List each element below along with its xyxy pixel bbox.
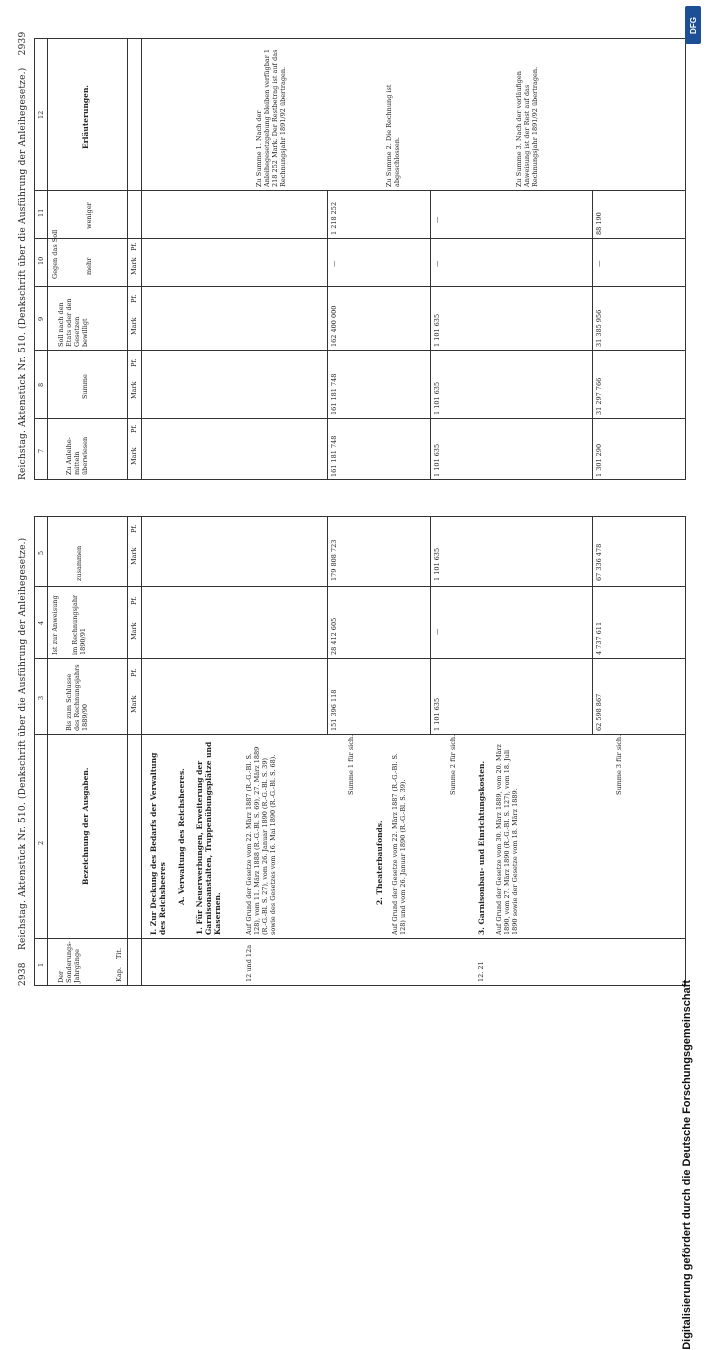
row-value-col4: 4 737 611 [595, 621, 603, 655]
row-summe: Summe 3 für sich. [615, 734, 623, 795]
row-value-col3: 62 598 867 [595, 693, 603, 731]
col-number-1: 1 [37, 962, 45, 967]
row-text: Auf Grund der Gesetze vom 30. März 1889, vom 20. März 1890, vom 27. März 1890 (R.-G.-Bl. S. 127), vom 18. Juli 1890 sowie der Gesetze vom 18. März 1889. [495, 744, 519, 935]
col-number-5: 5 [37, 550, 45, 555]
right-page-number: 2939 [18, 31, 28, 56]
right-table [34, 38, 686, 480]
row-value-col8: 1 101 635 [433, 381, 441, 415]
unit-pf: Pf. [130, 242, 138, 251]
row-note: Zu Summe 2. Die Rechnung ist abgeschlossen. [385, 84, 401, 187]
col-header-weniger: weniger [85, 202, 93, 229]
row-section-title: 2. Theaterbaufonds. [375, 820, 384, 905]
col-header-ist-zur-anweisung: Ist zur Anweisung [51, 595, 59, 655]
col-number-9: 9 [37, 316, 45, 321]
unit-pf: Pf. [130, 668, 138, 677]
row-kap: 12 und 12a [245, 944, 253, 982]
row-summe: Summe 2 für sich. [449, 734, 457, 795]
col-header-zusammen: zusammen [75, 545, 83, 581]
col-number-12: 12 [37, 110, 45, 119]
col-header-summe: Summe [81, 374, 89, 399]
row-note: Zu Summe 1. Nach der Anleihegesetzgebung bleiben verfügbar 1 218 252 Mark. Der Restbetrag ist auf das Rechnungsjahr 1891/92 übertragen. [255, 48, 287, 187]
unit-pf: Pf. [130, 358, 138, 367]
unit-pf: Pf. [130, 424, 138, 433]
col-number-3: 3 [37, 695, 45, 700]
row-value-col4: — [433, 628, 441, 635]
col-header-erlaeuterungen: Erläuterungen. [81, 84, 90, 149]
row-value-col11: 88 190 [595, 212, 603, 235]
col-number-8: 8 [37, 382, 45, 387]
col-header-ueberwiesen: Zu Anleihe- mitteln überwiesen [65, 436, 89, 475]
row-value-col4: 28 412 605 [330, 617, 338, 655]
row-heading: I. Zur Deckung des Bedarfs der Verwaltung des Reichsheeres [149, 752, 167, 935]
row-value-col7: 1 301 290 [595, 443, 603, 477]
unit-mark: Mark [130, 547, 138, 565]
row-text: Auf Grund der Gesetze vom 22. März 1887 (R.-G.-Bl. S. 128), vom 11. März 1888 (R.-G.-Bl. S. 69), 27. März 1889 (R.-G.-Bl. S. 27), vom 26. Januar 1890 (R.-G.-Bl. S. 39) sowie des Gesetzes vom 16. Mai 1890 (R.-G.-Bl. S. 68). [245, 746, 277, 935]
unit-mark: Mark [130, 447, 138, 465]
row-value-col9: 162 400 000 [330, 305, 338, 347]
col-header-kap: Kap. [115, 967, 123, 982]
row-kap: 12. 21 [477, 961, 485, 982]
row-value-col8: 161 181 748 [330, 373, 338, 415]
col-header-jahrgang: Der Sonderungs- Jahrgänge [57, 941, 81, 983]
col-header-bis-zum-schlusse: Bis zum Schlusse des Rechnungsjahrs 1889/90 [65, 664, 89, 731]
left-page-header [18, 538, 28, 986]
row-value-col10: — [330, 260, 338, 267]
unit-mark: Mark [130, 257, 138, 275]
row-value-col10: — [595, 260, 603, 267]
left-page-number: 2938 [18, 962, 28, 986]
col-header-bezeichnung: Bezeichnung der Ausgaben. [81, 767, 90, 885]
row-note: Zu Summe 3. Nach der vorläufigen Anweisung ist der Rest auf das Rechnungsjahr 1891/92 übertragen. [515, 66, 539, 187]
row-value-col8: 31 297 766 [595, 377, 603, 415]
right-header-title: Reichstag. Aktenstück Nr. 510. (Denkschrift über die Ausführung der Anleihegesetze.) [18, 67, 28, 480]
row-value-col7: 161 181 748 [330, 435, 338, 477]
row-value-col7: 1 101 635 [433, 443, 441, 477]
unit-pf: Pf. [130, 294, 138, 303]
row-value-col11: 1 218 252 [330, 201, 338, 235]
unit-mark: Mark [130, 381, 138, 399]
row-summe: Summe 1 für sich. [347, 734, 355, 795]
row-text: Auf Grund der Gesetze vom 22. März 1887 (R.-G.-Bl. S. 128) und vom 26. Januar 1890 (R.-G.-Bl. S. 39). [391, 753, 407, 935]
unit-mark: Mark [130, 622, 138, 640]
col-number-11: 11 [37, 208, 45, 217]
left-header-title: Reichstag. Aktenstück Nr. 510. (Denkschrift über die Ausführung der Anleihegesetze.) [18, 537, 28, 951]
row-value-col9: 1 101 635 [433, 313, 441, 347]
col-header-tit: Tit. [115, 947, 123, 959]
digitization-note: Digitalisierung gefördert durch die Deutsche Forschungsgemeinschaft [681, 980, 693, 1350]
col-header-mehr: mehr [85, 257, 93, 275]
col-number-7: 7 [37, 448, 45, 453]
unit-pf: Pf. [130, 524, 138, 533]
col-number-10: 10 [37, 256, 45, 265]
row-section-title: 3. Garnisonbau- und Einrichtungskosten. [477, 760, 486, 935]
unit-mark: Mark [130, 317, 138, 335]
row-value-col5: 1 101 635 [433, 547, 441, 581]
left-table [34, 516, 686, 986]
row-value-col10: — [433, 260, 441, 267]
row-value-col3: 1 101 635 [433, 697, 441, 731]
row-value-col5: 67 336 478 [595, 543, 603, 581]
col-number-4: 4 [37, 620, 45, 625]
right-page-header [18, 32, 28, 480]
row-value-col5: 179 808 723 [330, 539, 338, 581]
unit-mark: Mark [130, 695, 138, 713]
row-value-col11: — [433, 216, 441, 223]
row-value-col3: 151 396 118 [330, 689, 338, 731]
col-header-rechnungsjahr: im Rechnungsjahr 1890/91 [71, 594, 87, 655]
row-value-col9: 31 385 956 [595, 309, 603, 347]
unit-pf: Pf. [130, 596, 138, 605]
row-subheading: A. Verwaltung des Reichsheeres. [177, 768, 186, 905]
row-section-title: 1. Für Neuerwerbungen, Erweiterung der Garnisonanstalten, Truppenübungsplätze und Kasernen. [195, 741, 222, 935]
col-header-gegen-das-soll: Gegen das Soll [51, 229, 59, 279]
col-header-soll: Soll nach den Etats oder den Gesetzen bewilligt [57, 298, 89, 347]
col-number-2: 2 [37, 840, 45, 845]
dfg-logo: DFG [685, 6, 701, 44]
